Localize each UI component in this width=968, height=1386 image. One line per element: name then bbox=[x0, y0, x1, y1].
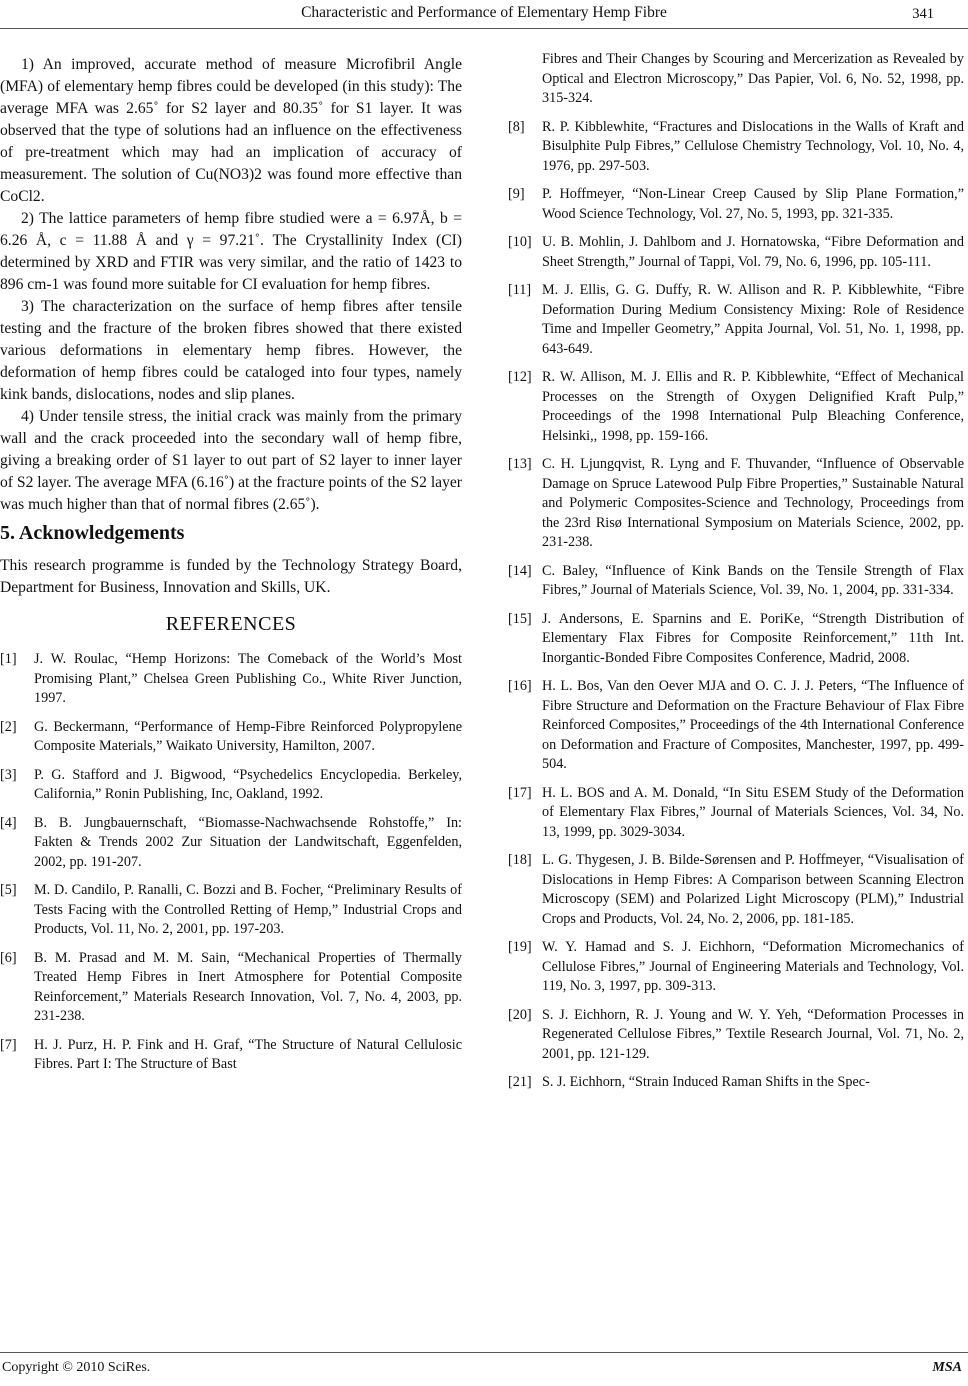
reference-text: G. Beckermann, “Performance of Hemp-Fibre Reinforced Polypropylene Composite Materials,” Waikato University, Hamilton, 2007. bbox=[34, 718, 462, 754]
reference-text: C. H. Ljungqvist, R. Lyng and F. Thuvander, “Influence of Observable Damage on Spruce Latewood Pulp Fibre Properties,” Sustainable Natural and Polymeric Composites-Science and Technology, Proceedings from the 23rd Risø International Symposium on Materials Science, 2002, pp. 231-238. bbox=[542, 456, 964, 550]
reference-text: H. L. Bos, Van den Oever MJA and O. C. J. J. Peters, “The Influence of Fibre Structure and Deformation on the Fracture Behaviour of Flax Fibre Reinforced Composites,” Proceedings of the 4th International Conference on Deformation and Fracture of Composites, Manchester, 1997, pp. 499-504. bbox=[542, 678, 964, 772]
reference-item bbox=[0, 1036, 462, 1075]
reference-text: J. W. Roulac, “Hemp Horizons: The Comeback of the World’s Most Promising Plant,” Chelsea Green Publishing Co., White River Junction, 1997. bbox=[34, 651, 462, 706]
reference-text: R. W. Allison, M. J. Ellis and R. P. Kibblewhite, “Effect of Mechanical Processes on the Strength of Oxygen Delignified Kraft Pulp,” Proceedings of the 1998 International Pulp Bleaching Conference, Helsinki,, 1998, pp. 159-166. bbox=[542, 369, 964, 444]
reference-number: [6] bbox=[0, 949, 17, 966]
reference-number: [9] bbox=[508, 186, 525, 202]
reference-text: H. J. Purz, H. P. Fink and H. Graf, “The Structure of Natural Cellulosic Fibres. Part I: The Structure of Bast bbox=[34, 1036, 462, 1072]
reference-number: [15] bbox=[508, 610, 532, 627]
reference-number: [5] bbox=[0, 882, 17, 898]
reference-text: S. J. Eichhorn, “Strain Induced Raman Shifts in the Spec- bbox=[542, 1074, 870, 1090]
references-list-left bbox=[0, 650, 462, 1075]
acknowledgements-text: This research programme is funded by the Technology Strategy Board, Department for Business, Innovation and Skills, UK. bbox=[0, 557, 462, 596]
footer-rule bbox=[0, 1352, 968, 1353]
reference-number: [18] bbox=[508, 852, 532, 868]
reference-item bbox=[0, 949, 462, 1027]
reference-item bbox=[508, 1006, 964, 1065]
page-number: 341 bbox=[912, 6, 934, 22]
reference-item bbox=[0, 881, 462, 940]
reference-text: W. Y. Hamad and S. J. Eichhorn, “Deformation Micromechanics of Cellulose Fibres,” Journal of Engineering Materials and Technology, Vol. 119, No. 3, 1997, pp. 309-313. bbox=[542, 939, 964, 994]
reference-text: S. J. Eichhorn, R. J. Young and W. Y. Yeh, “Deformation Processes in Regenerated Cellulose Fibres,” Textile Research Journal, Vol. 71, No. 2, 2001, pp. 121-129. bbox=[542, 1006, 964, 1062]
reference-item bbox=[508, 784, 964, 843]
reference-item bbox=[508, 281, 964, 359]
conclusion-paragraph: 2) The lattice parameters of hemp fibre studied were a = 6.97Å, b = 6.26 Å, c = 11.88 Å and γ = 97.21˚. The Crystallinity Index (CI) determined by XRD and FTIR was very similar, and the ratio of 1423 to 896 cm-1 was found more suitable for CI evaluation for hemp fibres. bbox=[0, 210, 462, 293]
reference-item bbox=[508, 610, 964, 669]
reference-item bbox=[0, 766, 462, 805]
reference-number: [8] bbox=[508, 118, 525, 135]
reference-text: C. Baley, “Influence of Kink Bands on the Tensile Strength of Flax Fibres,” Journal of Materials Science, Vol. 39, No. 1, 2004, pp. 331-334. bbox=[542, 562, 964, 598]
acknowledgements-heading: 5. Acknowledgements bbox=[0, 522, 185, 544]
running-title: Characteristic and Performance of Elementary Hemp Fibre bbox=[301, 4, 667, 21]
reference-text: U. B. Mohlin, J. Dahlbom and J. Hornatowska, “Fibre Deformation and Sheet Strength,” Journal of Tappi, Vol. 79, No. 6, 1996, pp. 105-111. bbox=[542, 234, 964, 270]
reference-item bbox=[0, 718, 462, 757]
header-rule bbox=[0, 28, 968, 29]
reference-item bbox=[0, 650, 462, 709]
reference-item bbox=[508, 455, 964, 553]
running-header bbox=[0, 4, 968, 26]
conclusion-paragraph: 1) An improved, accurate method of measure Microfibril Angle (MFA) of elementary hemp fibres could be developed (in this study): The average MFA was 2.65˚ for S2 layer and 80.35˚ for S1 layer. It was observed that the type of solutions had an influence on the effectiveness of pre-treatment which may had an implication of accuracy of measurement. The solution of Cu(NO3)2 was found more effective than CoCl2. bbox=[0, 56, 462, 205]
reference-text: M. J. Ellis, G. G. Duffy, R. W. Allison and R. P. Kibblewhite, “Fibre Deformation During Medium Consistency Mixing: Role of Residence Time and Impeller Geometry,” Appita Journal, Vol. 51, No. 1, 1998, pp. 643-649. bbox=[542, 282, 964, 357]
reference-item bbox=[508, 185, 964, 224]
reference-number: [12] bbox=[508, 369, 532, 385]
reference-text: L. G. Thygesen, J. B. Bilde-Sørensen and P. Hoffmeyer, “Visualisation of Dislocations in Hemp Fibres: A Comparison between Scanning Electron Microscopy (SEM) and Polarized Light Microscopy (PLM),” Industrial Crops and Products, Vol. 24, No. 2, 2006, pp. 181-185. bbox=[542, 852, 964, 927]
reference-text: H. L. BOS and A. M. Donald, “In Situ ESEM Study of the Deformation of Elementary Flax Fibres,” Journal of Materials Sciences, Vol. 34, No. 13, 1999, pp. 3029-3034. bbox=[542, 784, 964, 840]
conclusion-paragraph: 3) The characterization on the surface of hemp fibres after tensile testing and the fracture of the broken fibres showed that there existed various deformations in elementary hemp fibres. However, the deformation of hemp fibres could be cataloged into four types, namely kink bands, dislocations, nodes and slip planes. bbox=[0, 298, 462, 403]
conclusion-paragraph: 4) Under tensile stress, the initial crack was mainly from the primary wall and the crack proceeded into the secondary wall of hemp fibre, giving a breaking order of S1 layer to out part of S2 layer to inner layer of S2 layer. The average MFA (6.16˚) at the fracture points of the S2 layer was much higher than that of normal fibres (2.65˚). bbox=[0, 408, 462, 513]
reference-number: [3] bbox=[0, 766, 17, 783]
reference-number: [2] bbox=[0, 718, 17, 735]
reference-item bbox=[0, 814, 462, 873]
reference-text: M. D. Candilo, P. Ranalli, C. Bozzi and B. Focher, “Preliminary Results of Tests Facing with the Controlled Retting of Hemp,” Industrial Crops and Products, Vol. 11, No. 2, 2001, pp. 197-203. bbox=[34, 882, 462, 937]
reference-number: [19] bbox=[508, 939, 532, 955]
journal-abbreviation: MSA bbox=[932, 1360, 962, 1375]
right-column bbox=[508, 50, 964, 1102]
reference-number: [16] bbox=[508, 678, 532, 694]
reference-item bbox=[508, 118, 964, 177]
reference-number: [17] bbox=[508, 784, 532, 801]
reference-number: [10] bbox=[508, 234, 532, 250]
copyright-text: Copyright © 2010 SciRes. bbox=[2, 1360, 151, 1375]
reference-item bbox=[508, 677, 964, 775]
reference-item bbox=[508, 368, 964, 446]
reference-item bbox=[508, 233, 964, 272]
reference-text: Fibres and Their Changes by Scouring and Mercerization as Revealed by Optical and Electron Microscopy,” Das Papier, Vol. 6, No. 52, 1998, pp. 315-324. bbox=[542, 51, 964, 106]
reference-continuation bbox=[508, 50, 964, 109]
reference-number: [13] bbox=[508, 456, 532, 472]
references-list-right bbox=[508, 118, 964, 1093]
reference-text: J. Andersons, E. Sparnins and E. PoriKe, “Strength Distribution of Elementary Flax Fibres for Composite Reinforcement,” 11th Int. Inorgantic-Bonded Fibre Composites Conference, Madrid, 2008. bbox=[542, 610, 964, 666]
reference-text: P. Hoffmeyer, “Non-Linear Creep Caused by Slip Plane Formation,” Wood Science Technology, Vol. 27, No. 5, 1993, pp. 321-335. bbox=[542, 186, 964, 222]
reference-item bbox=[508, 562, 964, 601]
reference-number: [4] bbox=[0, 814, 17, 831]
reference-text: R. P. Kibblewhite, “Fractures and Dislocations in the Walls of Kraft and Bisulphite Pulp Fibres,” Cellulose Chemistry Technology, Vol. 10, No. 4, 1976, pp. 297-503. bbox=[542, 118, 964, 174]
reference-item bbox=[508, 938, 964, 997]
reference-text: P. G. Stafford and J. Bigwood, “Psychedelics Encyclopedia. Berkeley, California,” Ronin Publishing, Inc, Oakland, 1992. bbox=[34, 766, 462, 802]
reference-item bbox=[508, 1073, 964, 1093]
reference-number: [11] bbox=[508, 282, 532, 298]
reference-number: [1] bbox=[0, 651, 17, 667]
reference-number: [7] bbox=[0, 1036, 17, 1053]
reference-text: B. M. Prasad and M. M. Sain, “Mechanical Properties of Thermally Treated Hemp Fibres in Inert Atmosphere for Potential Composite Reinforcement,” Materials Research Innovation, Vol. 7, No. 4, 2003, pp. 231-238. bbox=[34, 949, 462, 1024]
references-heading: REFERENCES bbox=[165, 613, 297, 635]
reference-item bbox=[508, 851, 964, 929]
reference-number: [20] bbox=[508, 1006, 532, 1023]
reference-text: B. B. Jungbauernschaft, “Biomasse-Nachwachsende Rohstoffe,” In: Fakten & Trends 2002 Zur Situation der Landwitschaft, Eggenfelden, 2002, pp. 191-207. bbox=[34, 814, 462, 870]
reference-number: [14] bbox=[508, 562, 532, 579]
reference-number: [21] bbox=[508, 1074, 532, 1090]
left-column bbox=[0, 54, 462, 1084]
